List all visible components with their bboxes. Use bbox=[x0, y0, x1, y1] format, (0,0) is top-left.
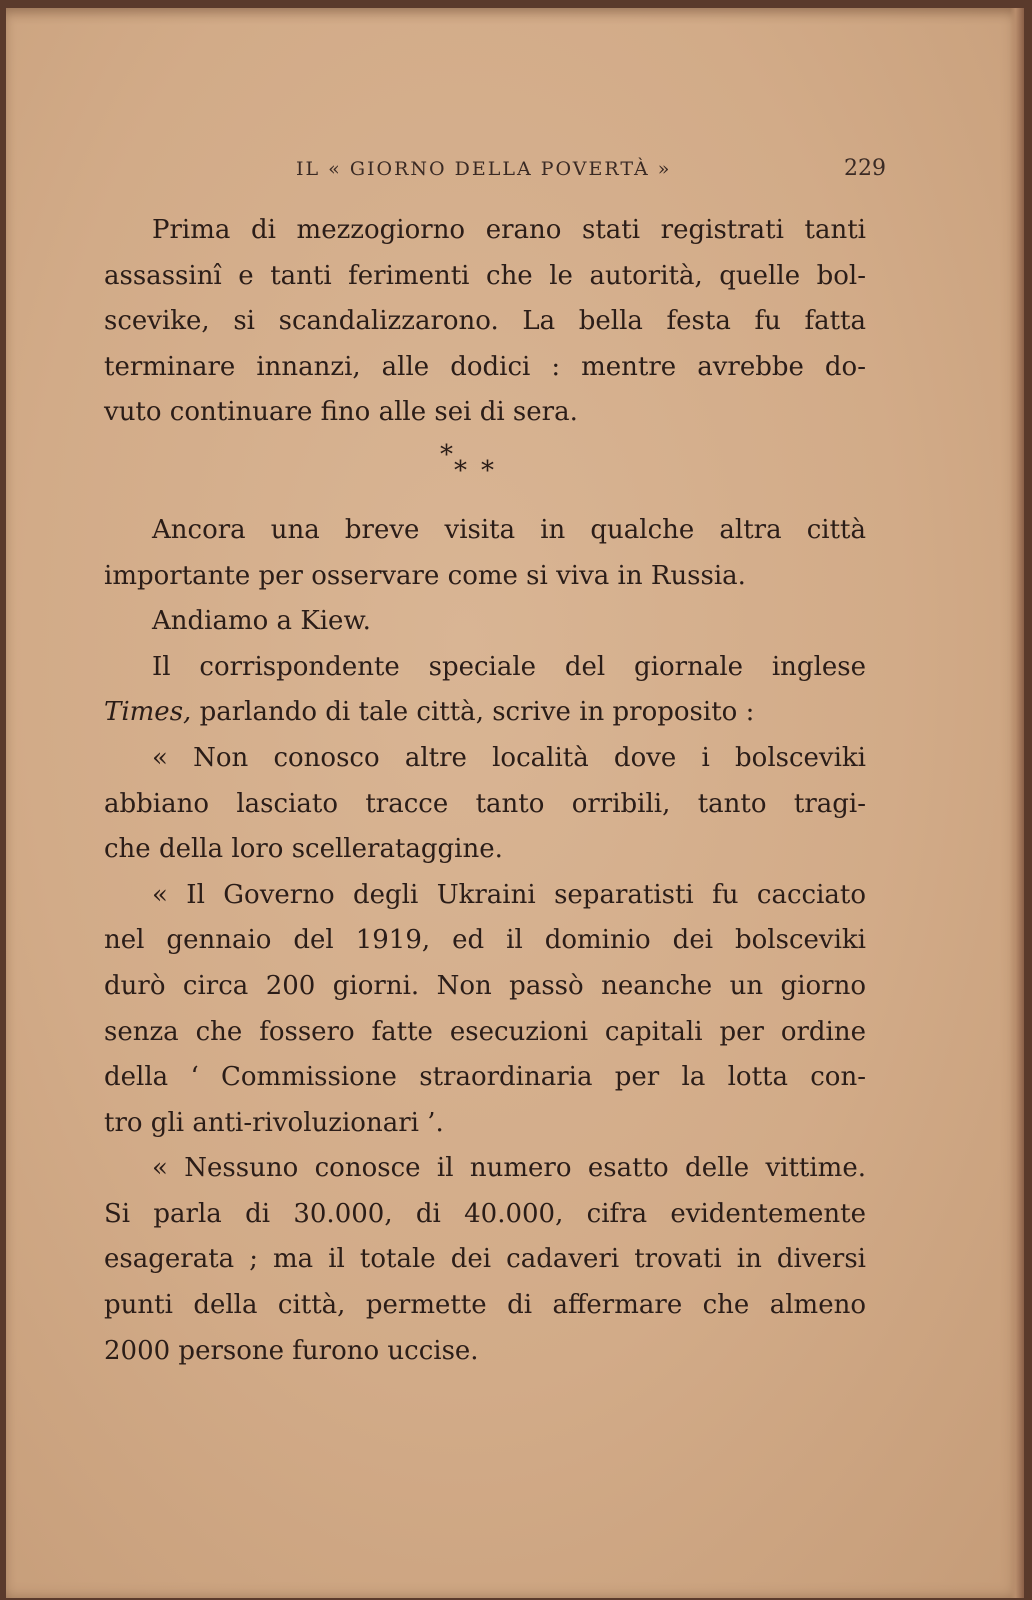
text-line: della ‘ Commissione straordinaria per la lotta con- bbox=[104, 1062, 866, 1093]
text-line: Prima di mezzogiorno erano stati registrati tanti bbox=[152, 215, 866, 245]
paragraph-7 bbox=[104, 1146, 866, 1374]
text-line: durò circa 200 giorni. Non passò neanche un giorno bbox=[104, 970, 866, 1001]
paragraph-2 bbox=[104, 508, 866, 599]
text-line: terminare innanzi, alle dodici : mentre avrebbe do- bbox=[104, 351, 866, 382]
text-line: che della loro scellerataggine. bbox=[104, 834, 503, 865]
text-line: Si parla di 30.000, di 40.000, cifra evidentemente bbox=[104, 1198, 866, 1229]
text-line-rest: parlando di tale città, scrive in proposito : bbox=[191, 697, 755, 728]
book-page bbox=[6, 8, 1024, 1598]
text-line: senza che fossero fatte esecuzioni capitali per ordine bbox=[104, 1016, 866, 1047]
section-break-asterism bbox=[104, 436, 866, 508]
text-line: nel gennaio del 1919, ed il dominio dei bolsceviki bbox=[104, 925, 866, 956]
running-head: IL « GIORNO DELLA POVERTÀ » bbox=[296, 158, 672, 180]
text-line: « Nessuno conosce il numero esatto delle vittime. bbox=[152, 1153, 866, 1184]
text-line: esagerata ; ma il totale dei cadaveri trovati in diversi bbox=[104, 1244, 866, 1275]
text-line: importante per osservare come si viva in Russia. bbox=[104, 560, 746, 591]
body-text bbox=[104, 208, 866, 1374]
text-line: punti della città, permette di affermare che almeno bbox=[104, 1290, 866, 1321]
text-line: scevike, si scandalizzarono. La bella festa fu fatta bbox=[104, 306, 866, 337]
text-line: tro gli anti-rivoluzionari ’. bbox=[104, 1107, 444, 1138]
page-number: 229 bbox=[844, 156, 886, 181]
text-line: « Il Governo degli Ukraini separatisti fu cacciato bbox=[152, 879, 866, 910]
asterism-bottom: ** bbox=[454, 455, 508, 486]
paragraph-5 bbox=[104, 736, 866, 873]
paragraph-1 bbox=[104, 208, 866, 436]
text-line bbox=[104, 690, 866, 736]
text-line: vuto continuare fino alle sei di sera. bbox=[104, 397, 578, 428]
newspaper-title: Times, bbox=[104, 697, 192, 728]
page-header bbox=[296, 158, 886, 188]
text-line: abbiano lasciato tracce tanto orribili, tanto tragi- bbox=[104, 788, 866, 819]
text-line: Ancora una breve visita in qualche altra città bbox=[152, 514, 866, 545]
text-line: 2000 persone furono uccise. bbox=[104, 1335, 479, 1366]
paragraph-4 bbox=[104, 645, 866, 736]
text-line: Andiamo a Kiew. bbox=[152, 606, 371, 637]
text-line: Il corrispondente speciale del giornale inglese bbox=[152, 651, 866, 682]
asterism-top: * bbox=[440, 439, 453, 470]
text-line: assassinî e tanti ferimenti che le autorità, quelle bol- bbox=[104, 260, 866, 291]
paragraph-6 bbox=[104, 873, 866, 1147]
page-edge bbox=[1010, 8, 1024, 1598]
text-line: « Non conosco altre località dove i bolsceviki bbox=[152, 742, 866, 773]
paragraph-3 bbox=[104, 599, 866, 645]
